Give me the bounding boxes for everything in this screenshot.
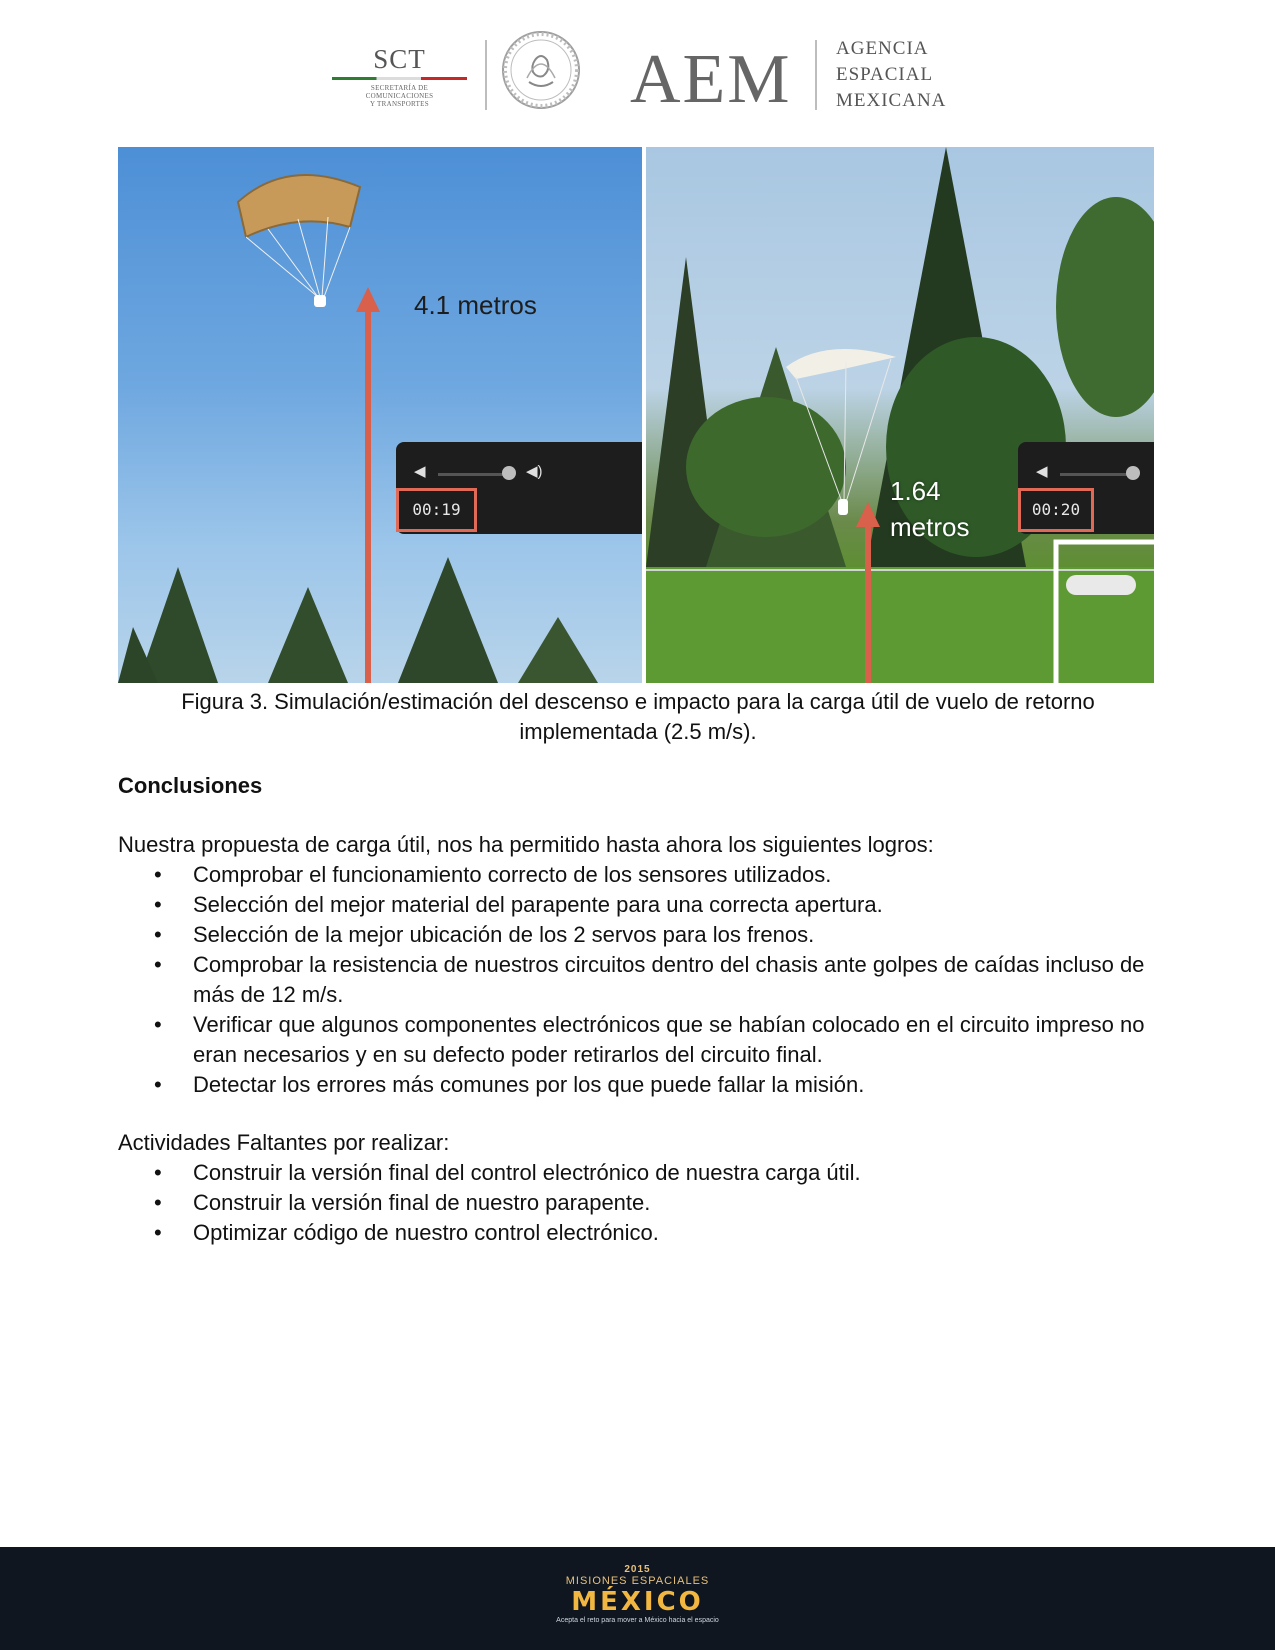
achievements-list xyxy=(118,860,1158,1100)
list-item: • Comprobar el funcionamiento correcto de los sensores utilizados. xyxy=(118,860,1158,890)
tree xyxy=(268,587,348,683)
figure-3 xyxy=(118,147,1154,683)
video-player-overlay xyxy=(1018,442,1154,534)
conclusions-intro: Nuestra propuesta de carga útil, nos ha permitido hasta ahora los siguientes logros: xyxy=(118,832,934,857)
seal-icon xyxy=(501,30,581,110)
logo-year: 2015 xyxy=(624,1564,651,1575)
payload-capsule xyxy=(314,295,326,307)
logo-line-2: MÉXICO xyxy=(571,1587,704,1617)
left-photo-scene xyxy=(118,147,642,683)
aem-abbr: AEM xyxy=(630,41,792,118)
header-divider xyxy=(485,40,487,110)
logo-line-1: MISIONES ESPACIALES xyxy=(565,1575,710,1587)
list-item: • Comprobar la resistencia de nuestros circuitos dentro del chasis ante golpes de caídas incluso de más de 12 m/s. xyxy=(118,950,1158,1010)
volume-knob xyxy=(1126,466,1140,480)
tree xyxy=(646,257,726,567)
aem-line-2: ESPACIAL xyxy=(836,64,934,85)
left-height-label: 4.1 metros xyxy=(414,290,537,320)
aem-line-3: MEXICANA xyxy=(836,90,947,111)
list-item: • Selección del mejor material del parapente para una correcta apertura. xyxy=(118,890,1158,920)
volume-knob xyxy=(502,466,516,480)
aem-divider xyxy=(815,40,817,110)
volume-track xyxy=(1060,473,1130,476)
list-item: • Verificar que algunos componentes electrónicos que se habían colocado en el circuito impreso no eran necesarios y en su defecto poder retirarlos del circuito final. xyxy=(118,1010,1158,1070)
list-item: • Construir la versión final de nuestro parapente. xyxy=(118,1188,1158,1218)
section-heading: Conclusiones xyxy=(118,773,263,798)
misiones-espaciales-logo xyxy=(545,1565,730,1625)
tree xyxy=(398,557,498,683)
pending-list xyxy=(118,1158,1158,1248)
tree xyxy=(686,397,846,537)
height-arrow-head xyxy=(356,287,380,312)
sct-tricolor-rule xyxy=(332,77,467,80)
tree xyxy=(1056,197,1154,417)
page-footer xyxy=(0,1547,1275,1650)
aem-agency-name xyxy=(836,36,946,114)
list-item: • Optimizar código de nuestro control electrónico. xyxy=(118,1218,1158,1248)
parachute-canopy xyxy=(238,175,360,237)
sct-abbr: SCT xyxy=(373,44,426,74)
right-height-unit: metros xyxy=(890,512,970,542)
list-item: • Construir la versión final del control electrónico de nuestra carga útil. xyxy=(118,1158,1158,1188)
right-height-value: 1.64 xyxy=(890,476,941,506)
payload-capsule xyxy=(838,499,848,515)
right-photo xyxy=(646,147,1154,683)
parachute-canopy xyxy=(786,349,896,379)
pending-intro: Actividades Faltantes por realizar: xyxy=(118,1130,450,1155)
volume-low-icon: ◀ xyxy=(1036,463,1048,480)
aem-line-1: AGENCIA xyxy=(836,38,929,59)
sct-line-2: COMUNICACIONES xyxy=(365,92,434,100)
video-timestamp: 00:19 xyxy=(396,488,477,532)
tank xyxy=(1066,575,1136,595)
caption-line-1: Figura 3. Simulación/estimación del descenso e impacto para la carga útil de vuelo de retorno xyxy=(181,689,1095,714)
sct-logo xyxy=(332,44,467,108)
right-photo-scene xyxy=(646,147,1154,683)
list-item: • Detectar los errores más comunes por los que puede fallar la misión. xyxy=(118,1070,1158,1100)
caption-line-2: implementada (2.5 m/s). xyxy=(519,719,757,744)
volume-track xyxy=(438,473,508,476)
tree xyxy=(518,617,598,683)
sct-line-1: SECRETARÍA DE xyxy=(370,84,429,92)
volume-high-icon: ◀) xyxy=(526,463,543,480)
volume-low-icon: ◀ xyxy=(414,463,426,480)
video-player-overlay xyxy=(396,442,642,534)
left-photo xyxy=(118,147,642,683)
figure-caption xyxy=(118,687,1158,747)
logo-tagline: Acepta el reto para mover a México hacia el espacio xyxy=(556,1617,719,1624)
sct-line-3: Y TRANSPORTES xyxy=(370,100,429,108)
list-item: • Selección de la mejor ubicación de los 2 servos para los frenos. xyxy=(118,920,1158,950)
video-timestamp: 00:20 xyxy=(1018,488,1094,532)
page-header xyxy=(0,0,1275,130)
